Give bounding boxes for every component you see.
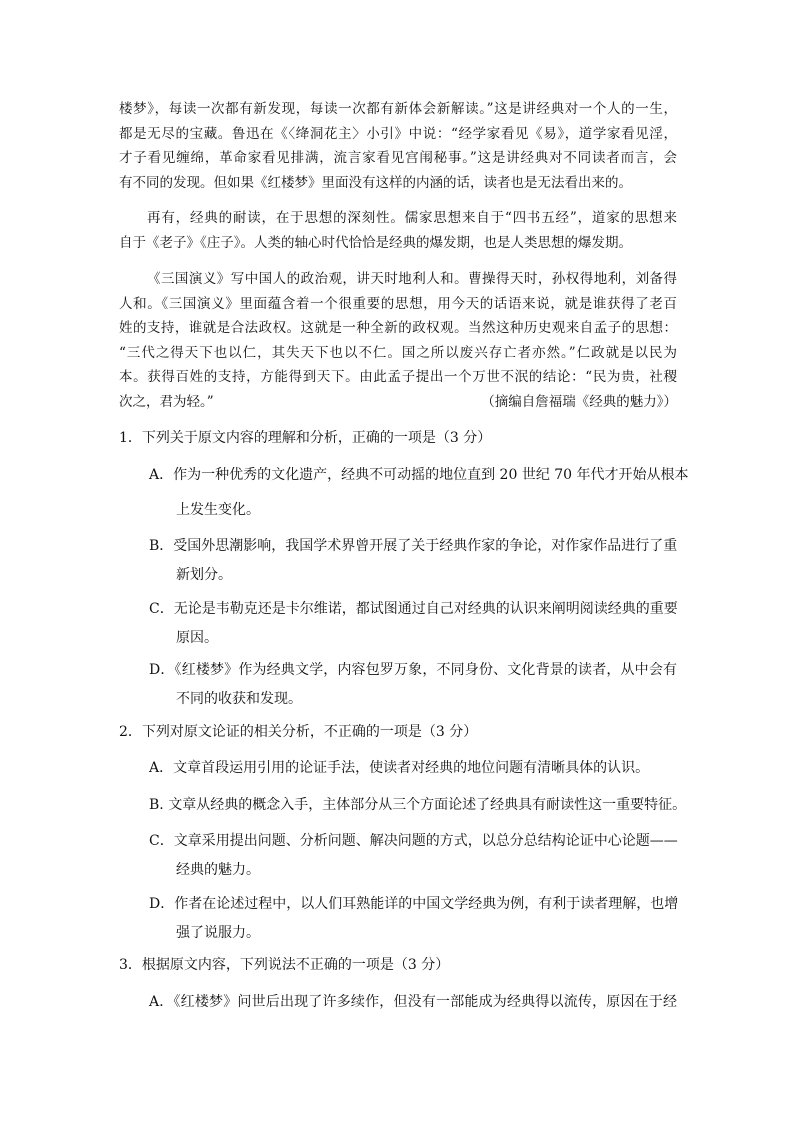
option-text: A．文章首段运用引用的论证手法，使读者对经典的地位问题有清晰具体的认识。	[149, 760, 650, 776]
option-text-cont: 不同的收获和发现。	[176, 691, 302, 707]
question-3-stem: 3．根据原文内容，下列说法不正确的一项是（3 分）	[119, 957, 450, 973]
option-text-cont: 原因。	[176, 630, 218, 646]
option-text: D．《红楼梦》作为经典文学，内容包罗万象，不同身份、文化背景的读者，从中会有	[149, 662, 677, 678]
option-text-cont: 新划分。	[176, 567, 232, 583]
source-citation: （摘编自詹福瑞《经典的魅力》）	[481, 393, 677, 410]
passage-line: “三代之得天下也以仁，其失天下也以不仁。国之所以废兴存亡者亦然。”仁政就是以民为	[119, 344, 677, 361]
question-1-option-c	[149, 595, 677, 653]
question-1-stem: 1．下列关于原文内容的理解和分析，正确的一项是（3 分）	[119, 430, 492, 446]
question-3-option-a	[149, 988, 677, 1017]
question-1-option-b	[149, 532, 677, 590]
passage-line: 《三国演义》写中国人的政治观，讲天时地利人和。曹操得天时，孙权得地利，刘备得	[147, 271, 677, 287]
option-text: A．作为一种优秀的文化遗产，经典不可动摇的地位直到 20 世纪 70 年代才开始从根本	[149, 467, 689, 483]
passage-line: 都是无尽的宝藏。鲁迅在《〈绛洞花主〉小引》中说：“经学家看见《易》，道学家看见淫，	[119, 125, 677, 142]
question-2-option-d	[149, 890, 677, 948]
question-1-option-d	[149, 656, 677, 714]
question-2-option-a	[149, 754, 677, 783]
passage-line	[119, 390, 677, 415]
passage-line: 人和。《三国演义》里面蕴含着一个很重要的思想，用今天的话语来说，就是谁获得了老百	[119, 295, 677, 312]
option-text-cont: 上发生变化。	[176, 502, 260, 518]
question-1-option-a	[149, 461, 689, 490]
option-text: D．作者在论述过程中，以人们耳熟能详的中国文学经典为例，有利于读者理解，也增	[149, 896, 679, 912]
question-1-option-a-cont	[149, 496, 677, 525]
passage-line: 有不同的发现。但如果《红楼梦》里面没有这样的内涵的话，读者也是无法看出来的。	[119, 174, 632, 191]
passage-line: 再有，经典的耐读，在于思想的深刻性。儒家思想来自于“四书五经”，道家的思想来	[147, 210, 677, 226]
option-text: B．受国外思潮影响，我国学术界曾开展了关于经典作家的争论，对作家作品进行了重	[149, 538, 678, 554]
option-text-cont: 经典的魅力。	[176, 862, 260, 878]
option-text: C．文章采用提出问题、分析问题、解决问题的方式，以总分总结构论证中心论题——	[149, 833, 678, 849]
passage-line: 姓的支持，谁就是合法政权。这就是一种全新的政权观。当然这种历史观来自孟子的思想：	[119, 320, 677, 336]
passage-paragraph-3	[119, 267, 677, 414]
question-2-option-c	[149, 827, 677, 885]
passage-line: 才子看见缠绵，革命家看见排满，流言家看见宫闱秘事。”这是讲经典对不同读者而言，会	[119, 150, 677, 166]
question-2-stem: 2．下列对原文论证的相关分析，不正确的一项是（3 分）	[119, 724, 478, 740]
passage-line: 自于《老子》《庄子》。人类的轴心时代恰恰是经典的爆发期，也是人类思想的爆发期。	[119, 234, 632, 251]
option-text: C．无论是韦勒克还是卡尔维诺，都试图通过自己对经典的认识来阐明阅读经典的重要	[149, 601, 678, 617]
passage-line-text: 次之，君为轻。”	[119, 393, 214, 410]
passage-paragraph-1	[119, 97, 677, 195]
option-text: A．《红楼梦》问世后出现了许多续作，但没有一部能成为经典得以流传，原因在于经	[149, 994, 677, 1010]
option-text-cont: 强了说服力。	[176, 925, 260, 941]
passage-line: 楼梦》，每读一次都有新发现，每读一次都有新体会新解读。”这是讲经典对一个人的一生，	[119, 101, 677, 117]
passage-line: 本。获得百姓的支持，方能得到天下。由此孟子提出一个万世不泯的结论：“民为贵，社稷	[119, 369, 677, 385]
passage-paragraph-2	[119, 206, 677, 255]
question-2-option-b	[149, 791, 687, 820]
option-text: B. 文章从经典的概念入手，主体部分从三个方面论述了经典具有耐读性这一重要特征。	[149, 797, 687, 813]
